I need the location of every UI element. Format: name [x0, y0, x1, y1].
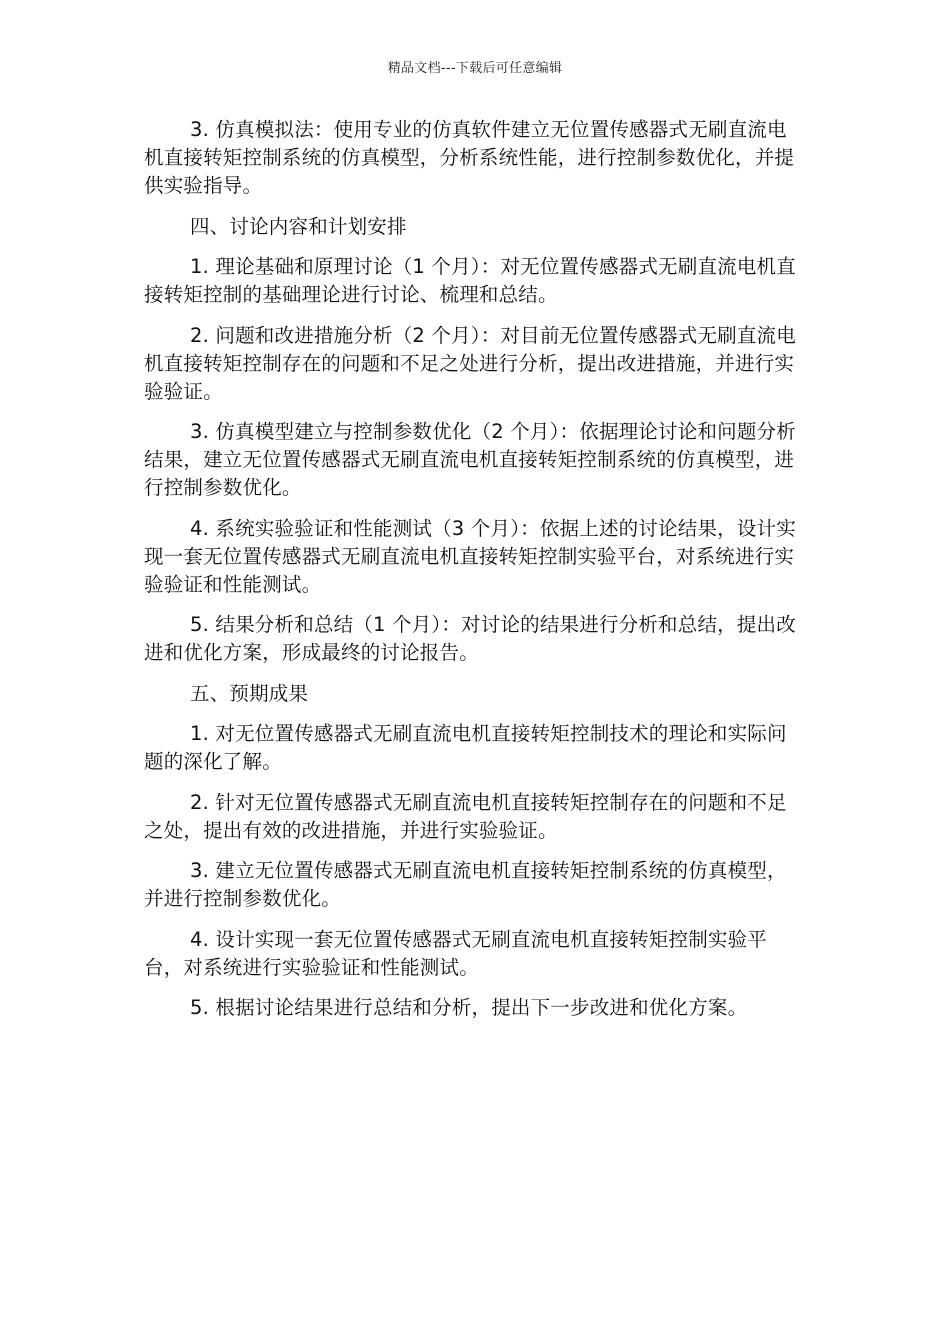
- page-header: 精品文档---下载后可任意编辑: [387, 61, 563, 76]
- paragraph-plan-5: 5. 结果分析和总结（1 个月）：对讨论的结果进行分析和总结，提出改进和优化方案，形成最终的讨论报告。: [144, 613, 796, 664]
- section-heading-plan: 四、讨论内容和计划安排: [190, 214, 407, 238]
- paragraph-outcome-2: 2. 针对无位置传感器式无刷直流电机直接转矩控制存在的问题和不足之处，提出有效的改进措施，并进行实验验证。: [144, 790, 787, 842]
- paragraph-plan-4: 4. 系统实验验证和性能测试（3 个月）：依据上述的讨论结果，设计实现一套无位置传感器式无刷直流电机直接转矩控制实验平台，对系统进行实验验证和性能测试。: [144, 516, 796, 596]
- paragraph-outcome-3: 3. 建立无位置传感器式无刷直流电机直接转矩控制系统的仿真模型，并进行控制参数优化。: [144, 859, 787, 910]
- paragraph-plan-1: 1. 理论基础和原理讨论（1 个月）：对无位置传感器式无刷直流电机直接转矩控制的基础理论进行讨论、梳理和总结。: [144, 255, 796, 306]
- paragraph-outcome-4: 4. 设计实现一套无位置传感器式无刷直流电机直接转矩控制实验平台，对系统进行实验验证和性能测试。: [144, 927, 768, 979]
- paragraph-method-simulation: 3. 仿真模拟法：使用专业的仿真软件建立无位置传感器式无刷直流电机直接转矩控制系统的仿真模型，分析系统性能，进行控制参数优化，并提供实验指导。: [144, 118, 795, 197]
- paragraph-plan-3: 3. 仿真模型建立与控制参数优化（2 个月）：依据理论讨论和问题分析结果，建立无位置传感器式无刷直流电机直接转矩控制系统的仿真模型，进行控制参数优化。: [144, 420, 796, 499]
- paragraph-outcome-5: 5. 根据讨论结果进行总结和分析，提出下一步改进和优化方案。: [190, 996, 748, 1019]
- paragraph-outcome-1: 1. 对无位置传感器式无刷直流电机直接转矩控制技术的理论和实际问题的深化了解。: [144, 722, 787, 773]
- section-heading-outcomes: 五、预期成果: [190, 681, 309, 705]
- document-body: [144, 116, 806, 1035]
- paragraph-plan-2: 2. 问题和改进措施分析（2 个月）：对目前无位置传感器式无刷直流电机直接转矩控制存在的问题和不足之处进行分析，提出改进措施，并进行实验验证。: [144, 323, 796, 403]
